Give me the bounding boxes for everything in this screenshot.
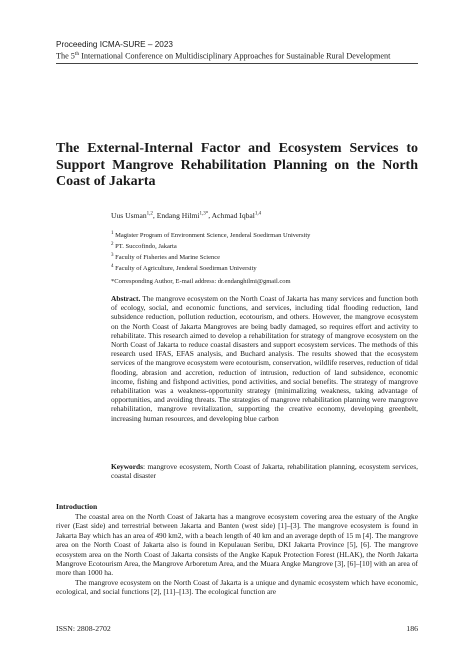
keywords — [111, 462, 418, 480]
section-heading: Introduction — [56, 502, 98, 511]
proceeding-header: Proceeding ICMA-SURE – 2023 — [56, 40, 173, 49]
conference-header — [56, 51, 390, 61]
abstract-text: The mangrove ecosystem on the North Coast of Jakarta has many services and function both of ecology, social, and economic functions, and services, including tidal flooding reduction, land subsidence reduction, pollution reduction, ecotourism, and others. However, the mangrove ecosystem on the North Coast of Jakarta Mangroves are being badly damaged, so requires effort and activity to rehabilitate. This research aimed to develop a rehabilitation for strategy of mangrove ecosystem on the North Coast of Jakarta to reduce coastal disasters and support ecosystem services. The methods of this research used IFAS, EFAS analysis, and Buchard analysis. The results showed that the ecosystem services of the mangrove ecosystem were ecotourism, conservation, wildlife reserves, reduction of tidal flooding, abrasion and accretion, reduction of intrusion, reduction of land subsidence, economic income, fishing and fishpond activities, pond activities, and social benefits. The strategy of mangrove rehabilitation was a weakness-opportunity strategy (minimalizing weakness, taking advantage of opportunities, and avoiding threats. The strategies of mangrove rehabilitation planning were mangrove rehabilitation, mangrove revitalization, supporting the creative economy, developing greenbelt, increasing human resources, and developing blue carbon — [111, 294, 418, 423]
affiliation-sup: 1 — [111, 231, 114, 236]
author-sup: 1,3* — [199, 211, 209, 217]
author-sup: 1,2 — [146, 211, 153, 217]
author-name: Endang Hilmi — [156, 211, 200, 220]
affiliation-text: Faculty of Fisheries and Marine Science — [113, 254, 220, 262]
affiliation-item — [111, 251, 310, 262]
corresponding-author: *Corresponding Author, E-mail address: dr.endanghilmi@gmail.com — [111, 278, 291, 285]
author-name: Uus Usman — [111, 211, 147, 220]
abstract-label: Abstract. — [111, 294, 141, 303]
affiliation-list — [111, 229, 310, 274]
page-number: 186 — [406, 624, 418, 633]
author-name: Achmad Iqbal — [211, 211, 255, 220]
affiliation-text: Faculty of Agriculture, Jenderal Soedirman University — [113, 265, 257, 273]
introduction-body — [56, 512, 418, 597]
issn: ISSN: 2808-2702 — [56, 624, 111, 633]
paragraph: The coastal area on the North Coast of Jakarta has a mangrove ecosystem covering area the estuary of the Angke river (East side) and terrestrial between Jakarta and Banten (west side) [1]–[3]. The mangrove ecosystem is found in Jakarta Bay which has an area of 490 km2, with a beach length of 40 km and an average depth of 15 m [4]. The mangrove area on the North Coast of Jakarta also is found in Kepulauan Seribu, DKI Jakarta Province [5], [6]. The mangrove ecosystem area on the North Coast of Jakarta consists of the Angke Kapuk Protection Forest (HLAK), the North Jakarta Mangrove Ecotourism Area, the Mangrove Arboretum Area, and the Muara Angke Mangrove [3], [6]–[10] with an area of more than 1000 ha. — [56, 512, 418, 578]
keywords-text: : mangrove ecosystem, North Coast of Jakarta, rehabilitation planning, ecosystem services, coastal disaster — [111, 462, 418, 481]
keywords-label: Keywords — [111, 462, 144, 471]
affiliation-item — [111, 229, 310, 240]
conference-rest: International Conference on Multidisciplinary Approaches for Sustainable Rural Development — [79, 51, 391, 61]
affiliation-text: PT. Succofindo, Jakarta — [113, 243, 177, 251]
abstract — [111, 294, 418, 423]
affiliation-sup: 2 — [111, 242, 114, 248]
conference-sup: th — [74, 51, 80, 57]
affiliation-item — [111, 262, 310, 273]
header-rule — [56, 63, 418, 64]
conference-prefix: The 5 — [56, 51, 75, 61]
author-list: Uus Usman$^{1,2}$, Endang Hilmi$^{1,3*}$, Achmad Iqbal$^{1,4}$ — [111, 211, 262, 220]
paper-title: The External-Internal Factor and Ecosystem Services to Support Mangrove Rehabilitation Planning on the North Coast of Jakarta — [56, 141, 418, 189]
affiliation-text: Magister Program of Environment Science, Jenderal Soedirman University — [113, 232, 311, 240]
affiliation-sup: 4 — [111, 264, 114, 270]
author-sup: 1,4 — [254, 211, 262, 217]
affiliation-item — [111, 240, 310, 251]
paragraph: The mangrove ecosystem on the North Coast of Jakarta is a unique and dynamic ecosystem which have economic, ecological, and social functions [2], [11]–[13]. The ecological function are — [56, 577, 418, 597]
affiliation-sup: 3 — [111, 253, 114, 259]
